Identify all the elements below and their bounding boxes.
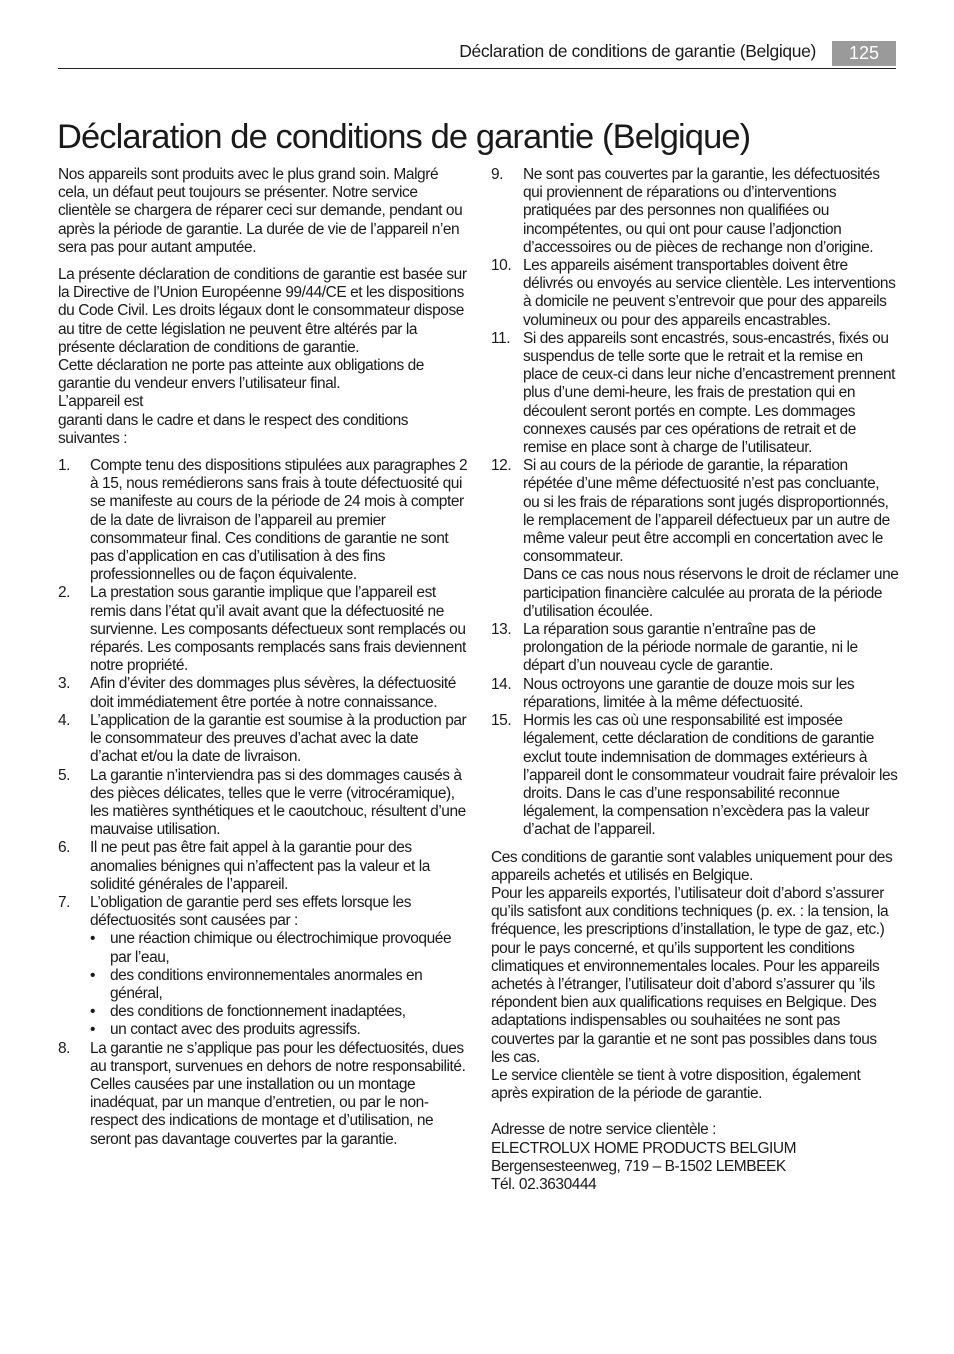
phone-number: Tél. 02.3630444 [491,1175,597,1193]
item-text: Si au cours de la période de garantie, la réparation répétée d’une même défectuosité n’est pas concluante, ou si les frais de réparations sont jugés disproportionnés, le remplacement de l’appareil défectueux par un autre de même valeur peut être accompli en concertation avec le consommateur. [523,457,890,566]
list-item [491,330,899,457]
item-number: 3. [58,675,71,693]
running-header [58,40,896,69]
list-item [58,767,468,840]
bullet-item: • une réaction chimique ou électrochimique provoquée par l’eau, [90,930,468,966]
list-item [58,1040,468,1149]
item-text: La prestation sous garantie implique que l’appareil est remis dans l’état qu’il avait avant que la défectuosité ne survienne. Les composants défectueux sont remplacés ou réparés. Les composants remplacés sans frais deviennent notre propriété. [90,584,466,675]
item-number: 15. [491,712,512,730]
item-number: 6. [58,839,71,857]
intro-paragraph: La présente déclaration de conditions de garantie est basée sur la Directive de l’Union Européenne 99/44/CE et les dispositions du Code Civil. Les droits légaux dont le consommateur dispose au titre de cette législation ne peuvent être altérés par la présente déclaration de conditions de garantie. [58,266,467,356]
item-text: Nous octroyons une garantie de douze mois sur les réparations, limitée à la même défectuosité. [523,675,855,711]
list-item [491,257,899,330]
list-item [58,839,468,894]
conditions-list-continued [491,166,899,840]
export-paragraph: Pour les appareils exportés, l’utilisateur doit d’abord s’assurer qu’ils satisfont aux conditions techniques (p. ex. : la tension, la fréquence, les prescriptions d’installation, le type de gaz, etc.) pour le pays concerné, et qu’ils supportent les conditions climatiques et environnementales locales. Pour les appareils achetés à l’étranger, l’utilisateur doit d’abord s’assurer qu ’ils répondent bien aux qualifications requises en Belgique. Des adaptations indispensables ou souhaitées ne sont pas couvertes par la garantie et ne sont pas possibles dans tous les cas. [491,884,889,1066]
item-text: Il ne peut pas être fait appel à la garantie pour des anomalies bénignes qui n’affectent pas la valeur et la solidité générales de l’appareil. [90,839,430,893]
item-number: 11. [491,329,511,347]
item-text: La garantie n’interviendra pas si des dommages causés à des pièces délicates, telles que le verre (vitrocéramique), les matières synthétiques et le caoutchouc, résultent d’une mauvaise utilisation. [90,766,466,839]
right-column [491,166,899,1194]
item-number: 2. [58,584,71,602]
item-number: 10. [491,257,512,275]
list-item [491,166,899,257]
street-address: Bergensesteenweg, 719 – B-1502 LEMBEEK [491,1157,786,1175]
item-number: 9. [491,166,504,183]
intro-paragraph: L’appareil est [58,393,144,411]
page-title: Déclaration de conditions de garantie (Belgique) [57,118,751,156]
item-text: La réparation sous garantie n’entraîne pas de prolongation de la période normale de garantie, ni le départ d’un nouveau cycle de garantie. [523,621,858,675]
list-item [58,712,468,767]
item-text: Les appareils aisément transportables doivent être délivrés ou envoyés au service clientèle. Les interventions à domicile ne peuvent s’entrevoir que pour des appareils volumineux ou pour des appareils encastrables. [523,257,896,329]
running-title: Déclaration de conditions de garantie (Belgique) [459,41,816,61]
intro-paragraph: Cette déclaration ne porte pas atteinte aux obligations de garantie du vendeur envers l’utilisateur final. [58,357,424,393]
item-number: 4. [58,711,71,729]
conditions-list [58,457,468,1149]
item-text: Compte tenu des dispositions stipulées aux paragraphes 2 à 15, nous remédierons sans frais à toute défectuosité qui se manifeste au cours de la période de 24 mois à compter de la date de livraison de l’appareil au premier consommateur final. Ces conditions de garantie ne sont pas d’application en cas d’utilisation à des fins professionnelles ou de façon équivalente. [90,457,468,584]
item-text: Si des appareils sont encastrés, sous-encastrés, fixés ou suspendus de telle sorte que le retrait et la remise en place de ceux-ci dans leur niche d’encastrement prennent plus d’une demi-heure, les frais de prestation qui en découlent seront portés en compte. Les dommages connexes causés par ces opérations de retrait et de remise en place sont à charge de l’utilisateur. [523,329,896,457]
page-number: 125 [832,41,896,66]
list-item [491,457,899,621]
service-paragraph: Le service clientèle se tient à votre disposition, également après expiration de la période de garantie. [491,1066,861,1103]
item-text-continued: Dans ce cas nous nous réservons le droit de réclamer une participation financière calculée au prorata de la période d’utilisation écoulée. [523,566,899,620]
list-item [58,584,468,675]
list-item [58,675,468,711]
item-number: 1. [58,457,71,475]
bullet-list [90,930,468,1039]
item-number: 13. [491,621,512,639]
bullet-item: • un contact avec des produits agressifs. [90,1021,468,1039]
item-number: 12. [491,457,512,475]
item-number: 14. [491,675,512,693]
item-text: Ne sont pas couvertes par la garantie, les défectuosités qui proviennent de réparations ou d’interventions pratiquées par des personnes non qualifiées ou incompétentes, ou qui ont pour cause l’adjonction d’accessoires ou de pièces de rechange non d’origine. [523,166,880,256]
company-name: ELECTROLUX HOME PRODUCTS BELGIUM [491,1139,797,1157]
intro-paragraph: Nos appareils sont produits avec le plus grand soin. Malgré cela, un défaut peut toujours se présenter. Notre service clientèle se chargera de réparer ceci sur demande, pendant ou après la période de garantie. La durée de vie de l’appareil n’en sera pas pour autant amputée. [58,166,463,256]
list-item [491,712,899,839]
list-item [58,457,468,584]
address-label: Adresse de notre service clientèle : [491,1121,717,1139]
item-number: 5. [58,766,71,784]
bullet-item: • des conditions de fonctionnement inadaptées, [90,1003,468,1021]
list-item [491,676,899,712]
intro-paragraph: garanti dans le cadre et dans le respect des conditions suivantes : [58,411,409,447]
item-text: L’obligation de garantie perd ses effets lorsque les défectuosités sont causées par : [90,893,411,930]
item-number: 7. [58,893,71,911]
item-text: La garantie ne s’applique pas pour les défectuosités, dues au transport, survenues en dehors de notre responsabilité. Celles causées par une installation ou un montage inadéquat, par un manque d’entretien, ou par le non-respect des indications de montage et d’utilisation, ne seront pas davantage couvertes par la garantie. [90,1039,466,1148]
item-text: L’application de la garantie est soumise à la production par le consommateur des preuves d’achat avec la date d’achat et/ou la date de livraison. [90,711,467,766]
list-item [491,621,899,676]
left-column [58,166,468,1149]
validity-paragraph: Ces conditions de garantie sont valables uniquement pour des appareils achetés et utilisés en Belgique. [491,848,893,884]
item-text: Afin d’éviter des dommages plus sévères, la défectuosité doit immédiatement être portée à notre connaissance. [90,675,456,711]
item-text: Hormis les cas où une responsabilité est imposée légalement, cette déclaration de conditions de garantie exclut toute indemnisation de dommages extérieurs à l’appareil dont le consommateur voudrait faire prévaloir les droits. Dans le cas d’une responsabilité reconnue légalement, la compensation n’excèdera pas la valeur d’achat de l’appareil. [523,712,898,839]
bullet-item: • des conditions environnementales anormales en général, [90,967,468,1003]
list-item [58,894,468,1040]
item-number: 8. [58,1039,71,1057]
